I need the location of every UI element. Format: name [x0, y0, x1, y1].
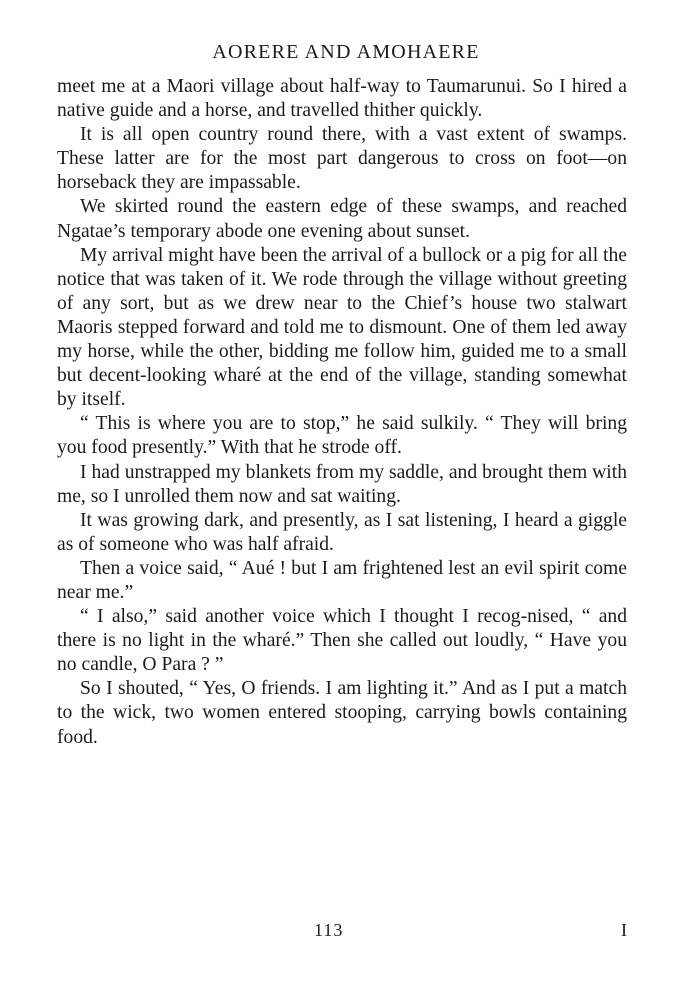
- paragraph-7: It was growing dark, and presently, as I sat listening, I heard a giggle as of someone who was half afraid.: [57, 509, 627, 555]
- signature-mark: I: [621, 920, 627, 940]
- paragraph-3: We skirted round the eastern edge of these swamps, and reached Ngatae’s temporary abode one evening about sunset.: [57, 196, 627, 242]
- paragraph-6: I had unstrapped my blankets from my saddle, and brought them with me, so I unrolled them now and sat waiting.: [57, 461, 627, 507]
- book-page: [57, 38, 627, 750]
- paragraph-10: So I shouted, “ Yes, O friends. I am lighting it.” And as I put a match to the wick, two women entered stooping, carrying bowls containing food.: [57, 678, 627, 748]
- paragraph-4: My arrival might have been the arrival of a bullock or a pig for all the notice that was taken of it. We rode through the village without greeting of any sort, but as we drew near to the Chief’s house two stalwart Maoris stepped forward and told me to dismount. One of them led away my horse, while the other, bidding me follow him, guided me to a small but decent-looking wharé at the end of the village, standing somewhat by itself.: [57, 244, 627, 411]
- page-number: 113: [314, 920, 344, 940]
- paragraph-9: “ I also,” said another voice which I thought I recog-nised, “ and there is no light in the wharé.” Then she called out loudly, “ Have you no candle, O Para ? ”: [57, 606, 627, 676]
- running-head: AORERE AND AMOHAERE: [212, 41, 480, 63]
- paragraph-5: “ This is where you are to stop,” he said sulkily. “ They will bring you food presently.” With that he strode off.: [57, 413, 627, 459]
- paragraph-2: It is all open country round there, with a vast extent of swamps. These latter are for the most part dangerous to cross on foot—on horseback they are impassable.: [57, 124, 627, 194]
- paragraph-1: meet me at a Maori village about half-way to Taumarunui. So I hired a native guide and a horse, and travelled thither quickly.: [57, 76, 627, 122]
- paragraph-8: Then a voice said, “ Aué ! but I am frightened lest an evil spirit come near me.”: [57, 557, 627, 603]
- body-text: [57, 75, 627, 750]
